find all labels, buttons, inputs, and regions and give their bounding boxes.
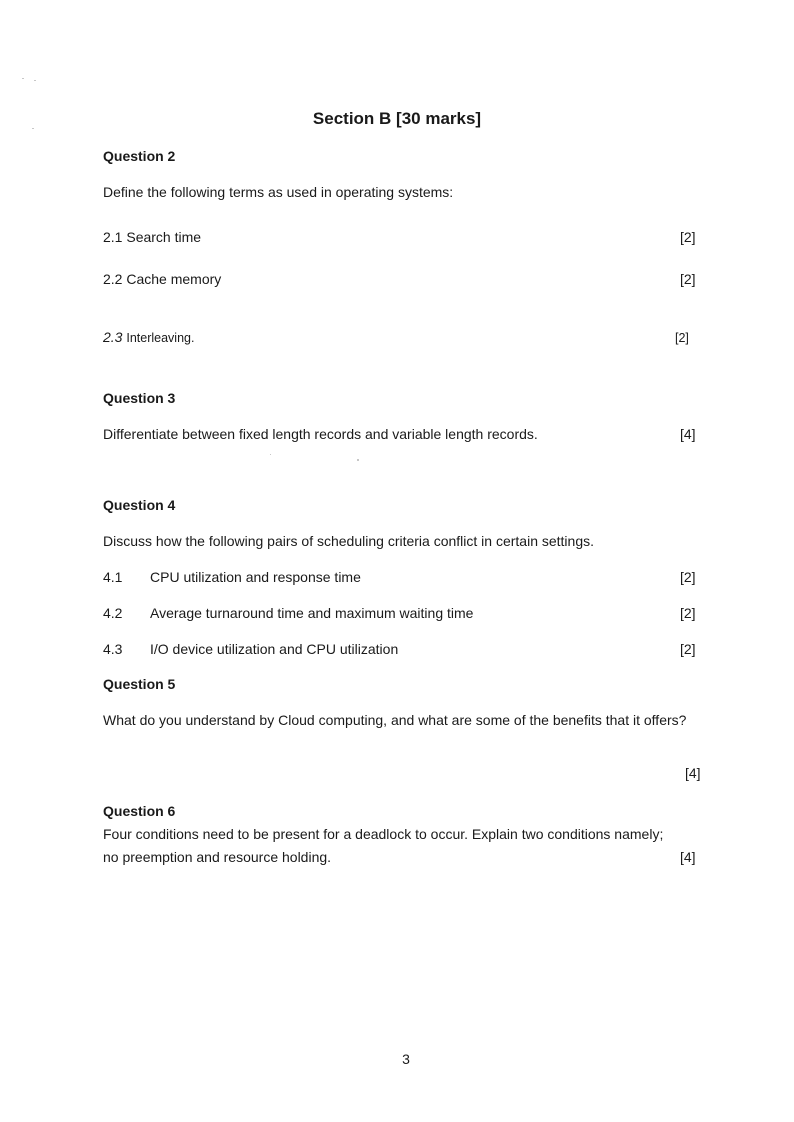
question-5-heading: Question 5 [103, 676, 176, 692]
question-6-line-2: no preemption and resource holding. [103, 849, 332, 865]
question-2-1-label: 2.1 Search time [103, 229, 202, 245]
section-title: Section B [30 marks] [312, 109, 482, 128]
question-4-3-number: 4.3 [103, 641, 123, 657]
question-4-1-label: CPU utilization and response time [150, 569, 361, 585]
scan-speck [357, 459, 359, 461]
question-4-1-marks: [2] [680, 569, 696, 585]
question-3-heading: Question 3 [103, 390, 176, 406]
question-3-marks: [4] [680, 426, 696, 442]
question-4-2-label: Average turnaround time and maximum waiting time [150, 605, 474, 621]
question-4-1-number: 4.1 [103, 569, 123, 585]
question-4-3-marks: [2] [680, 641, 696, 657]
question-4-2-marks: [2] [680, 605, 696, 621]
question-2-3-marks: [2] [675, 331, 689, 345]
question-6-marks: [4] [680, 849, 696, 865]
question-6-heading: Question 6 [103, 803, 176, 819]
question-3-text: Differentiate between fixed length records and variable length records. [103, 426, 538, 442]
question-2-heading: Question 2 [103, 148, 176, 164]
scan-speck [270, 454, 271, 455]
question-2-2-marks: [2] [680, 271, 696, 287]
question-2-3-number: 2.3 [103, 329, 123, 345]
question-2-intro: Define the following terms as used in operating systems: [103, 184, 454, 200]
question-2-1-marks: [2] [680, 229, 696, 245]
question-4-intro: Discuss how the following pairs of scheduling criteria conflict in certain settings. [103, 533, 595, 549]
page-number: 3 [402, 1051, 410, 1067]
question-4-heading: Question 4 [103, 497, 176, 513]
question-4-3-label: I/O device utilization and CPU utilization [150, 641, 399, 657]
question-6-line-1: Four conditions need to be present for a deadlock to occur. Explain two conditions namely; [103, 826, 664, 842]
question-2-3-label: Interleaving. [126, 331, 195, 345]
question-5-text: What do you understand by Cloud computing, and what are some of the benefits that it offers? [103, 712, 687, 728]
question-4-2-number: 4.2 [103, 605, 123, 621]
scan-speck [34, 80, 36, 81]
scan-speck [22, 78, 24, 79]
question-5-marks: [4] [685, 765, 701, 781]
question-2-2-label: 2.2 Cache memory [103, 271, 222, 287]
question-2-3-row [103, 329, 194, 345]
